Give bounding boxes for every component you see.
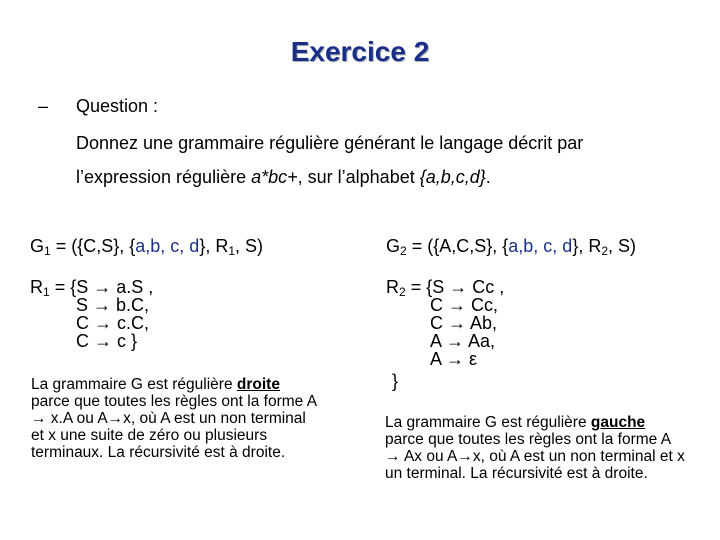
g2-rule-2: C → Cc, [430, 295, 499, 315]
question-text-end: . [485, 167, 491, 187]
question-label: Question : [76, 96, 159, 116]
g1-alphabet: a,b, c, d [135, 236, 200, 256]
g1-rules-head [30, 277, 154, 299]
question-text-mid: , sur l’alphabet [297, 167, 420, 187]
question-text-prefix: l’expression régulière [76, 167, 252, 187]
g1-note-start: La grammaire G est régulière [31, 376, 237, 393]
g1-subscript: 1 [44, 244, 51, 258]
regular-expression: a*bc+ [251, 167, 298, 187]
g2-def-part: = ({A,C,S}, { [406, 236, 509, 256]
g2-note-rest: parce que toutes les règles ont la forme A → Ax ou A→x, où A est un non terminal et x un terminal. La récursivité est à droite. [385, 431, 685, 482]
g2-rule-5: A → ε [430, 349, 478, 369]
g1-def-end: , S) [235, 236, 264, 256]
g2-rule-1: = {S → Cc , [410, 277, 505, 297]
g1-def-part: = ({C,S}, { [50, 236, 136, 256]
g2-rule-4: A → Aa, [430, 331, 496, 351]
g1-rule-3: C → c.C, [76, 313, 150, 333]
g2-note-start: La grammaire G est régulière [385, 414, 591, 431]
g2-subscript: 2 [400, 244, 407, 258]
g2-rules-head [386, 277, 505, 299]
g1-symbol: G [30, 236, 45, 256]
g2-rules-close: } [392, 371, 399, 391]
g1-rule-4: C → c } [76, 331, 138, 351]
g1-rules-letter: R [30, 277, 43, 297]
g2-def-end: , S) [608, 236, 637, 256]
g1-definition [30, 236, 263, 257]
bullet-dash: – [38, 96, 49, 116]
g1-note [31, 376, 321, 461]
question-text-line1: Donnez une grammaire régulière générant le langage décrit par [76, 133, 584, 153]
alphabet: {a,b,c,d} [419, 167, 486, 187]
g2-alphabet: a,b, c, d [508, 236, 573, 256]
g1-rules-sub: 1 [43, 285, 50, 299]
g1-note-emphasis: droite [236, 376, 280, 393]
slide-title: Exercice 2 [290, 36, 430, 67]
g2-rule-3: C → Ab, [430, 313, 498, 333]
g1-def-part2: }, R [199, 236, 229, 256]
g2-def-part2: }, R [572, 236, 602, 256]
g1-rule-2: S → b.C, [76, 295, 150, 315]
g1-rules-subscript: 1 [228, 244, 236, 258]
g2-rules-letter: R [386, 277, 399, 297]
g2-definition [386, 236, 636, 257]
g1-rule-1: = {S → a.S , [54, 277, 154, 297]
g2-symbol: G [386, 236, 401, 256]
g2-rules-subscript: 2 [601, 244, 609, 258]
g1-note-rest: parce que toutes les règles ont la forme A → x.A ou A→x, où A est un non terminal et x une suite de zéro ou plusieurs terminaux. La récursivité est à droite. [31, 393, 317, 461]
question-text-line2 [76, 167, 491, 188]
g2-note-emphasis: gauche [590, 414, 646, 431]
g2-note [385, 414, 685, 482]
g2-rules-sub: 2 [399, 285, 406, 299]
